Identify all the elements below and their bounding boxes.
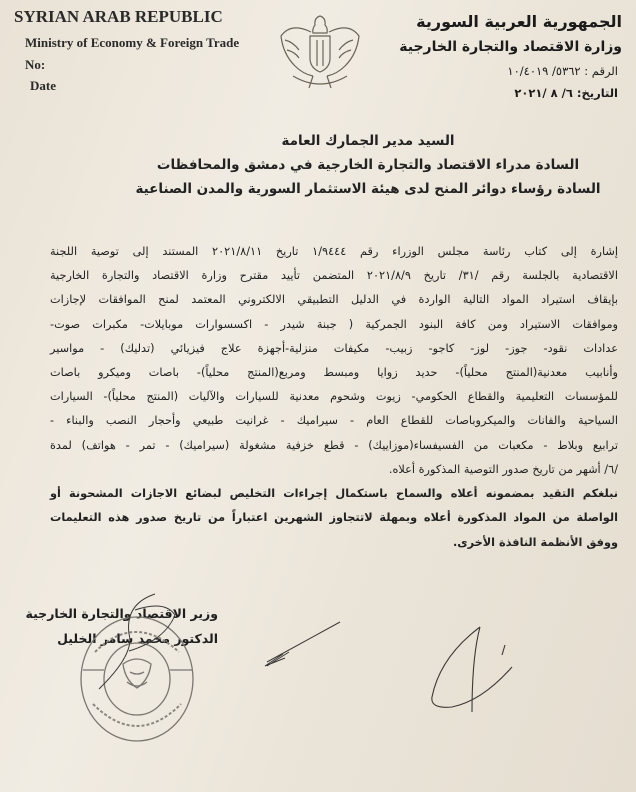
letterhead-en-no: No:: [25, 57, 46, 72]
eagle-emblem-icon: [275, 10, 365, 95]
body-line: وموافقات الاستيراد ومن كافة البنود الجمركية ( جبنة شيدر - اكسسوارات موبايلات- مكبرات صوت-: [50, 318, 618, 331]
letterhead-ar-ministry: وزارة الاقتصاد والتجارة الخارجية: [399, 39, 622, 55]
handwritten-signature-icon: [95, 590, 185, 690]
recipient-line: السادة رؤساء دوائر المنح لدى هيئة الاستثمار السورية والمدن الصناعية: [135, 181, 601, 197]
document-date: التاريخ: ٦/ ٨ /٢٠٢١: [514, 86, 618, 100]
handwritten-initials-icon: [255, 620, 345, 670]
body-line: وأنابيب معدنية(المنتج محلياً)- حديد زوايا ومبسط ومربع(المنتج محلياً)- باصات وميكرو باصات: [50, 366, 618, 379]
reference-number: الرقم : ٥٣٦٢/ ١٠/٤٠١٩: [507, 64, 618, 78]
letterhead-en-ministry: Ministry of Economy & Foreign Trade: [25, 35, 240, 50]
body-line: بإيقاف استيراد المواد التالية الواردة في الدليل التطبيقي الالكتروني المعتمد لمنح الموافقات لإجازات: [50, 293, 618, 306]
letterhead-en-date: Date: [30, 78, 56, 93]
letterhead-en-country: SYRIAN ARAB REPUBLIC: [14, 7, 223, 26]
recipient-line: السيد مدير الجمارك العامة: [281, 133, 455, 149]
body-line: الاقتصادية بالجلسة رقم /٣١/ تاريخ ٢٠٢١/٨/٩ المتضمن تأييد مقترح وزارة الاقتصاد والتجارة الخارجية: [50, 269, 618, 282]
letterhead-ar-country: الجمهورية العربية السورية: [416, 12, 622, 31]
body-line: /٦/ أشهر من تاريخ صدور التوصية المذكورة أعلاه.: [388, 463, 618, 476]
body-line: للمؤسسات التعليمية والقطاع الحكومي- زيوت وشحوم معدنية للسيارات والآليات (المنتج محلياً)- السيارات: [50, 390, 618, 403]
body-line: عدادات نقود- جوز- لوز- كاجو- زبيب- مكيفات منزلية-أجهزة علاج فيزيائي (تدليك) - مواسير: [50, 342, 618, 355]
body-line: ووفق الأنظمة النافذة الأخرى.: [452, 536, 618, 549]
body-line: السياحية والفانات والميكروباصات للقطاع العام - سيراميك - غرانيت طبيعي وأحجار النصب والبناء -: [50, 414, 618, 427]
signatory-name: الدكتور محمد سامر الخليل: [57, 631, 218, 646]
body-line: نبلغكم التقيد بمضمونه أعلاه والسماح باستكمال إجراءات التخليص لبضائع الاجازات المشحونة أو: [50, 487, 618, 500]
signatory-title: وزير الاقتصاد والتجارة الخارجية: [25, 606, 218, 621]
handwritten-signature-minister-icon: [420, 625, 520, 715]
body-line: إشارة إلى كتاب رئاسة مجلس الوزراء رقم ١/٩٤٤٤ تاريخ ٢٠٢١/٨/١١ المستند إلى توصية اللجنة: [50, 245, 618, 258]
recipient-line: السادة مدراء الاقتصاد والتجارة الخارجية في دمشق والمحافظات: [156, 157, 580, 173]
body-line: ترابيع وبلاط - مكعبات من الفسيفساء(موزاييك) - قطع خزفية مشغولة (سيراميك) - تمر - هواتف) لمدة: [50, 439, 618, 452]
body-line: الواصلة من المواد المذكورة أعلاه وبمهلة لاتتجاوز الشهرين اعتباراً من تاريخ صدور هذه التعليمات: [50, 511, 618, 524]
